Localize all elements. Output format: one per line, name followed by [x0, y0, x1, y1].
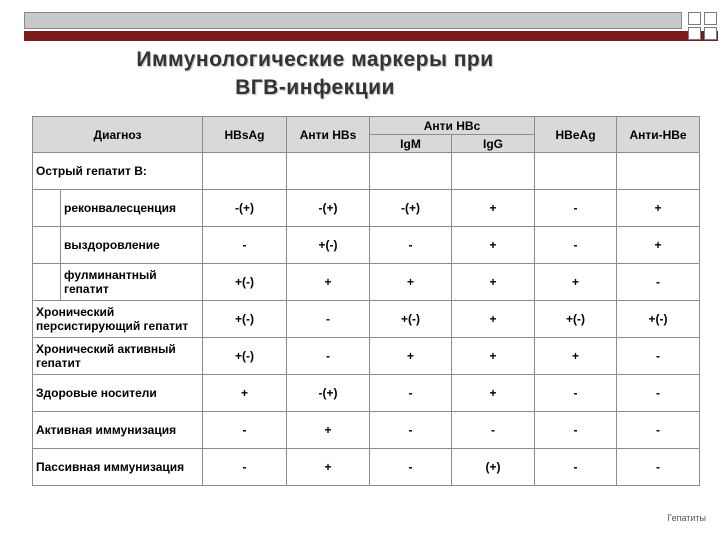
- table-cell: [535, 153, 617, 190]
- row-label: фулминантный гепатит: [61, 264, 203, 301]
- table-cell: +(-): [287, 227, 370, 264]
- acute-group-label: Острый гепатит В:: [33, 153, 203, 190]
- table-cell: -: [287, 338, 370, 375]
- header-row: [33, 117, 700, 135]
- top-red-band: [24, 31, 718, 41]
- table-cell: -(+): [203, 190, 287, 227]
- header-igm: IgM: [370, 135, 452, 153]
- table-cell: +(-): [535, 301, 617, 338]
- top-grey-band: [24, 12, 682, 29]
- table-cell: -: [617, 412, 700, 449]
- table-cell: +: [535, 338, 617, 375]
- indent-cell: [33, 227, 61, 264]
- table-row: [33, 264, 700, 301]
- row-label: Здоровые носители: [33, 375, 203, 412]
- table-cell: -: [370, 375, 452, 412]
- table-row: [33, 190, 700, 227]
- table-cell: -: [617, 264, 700, 301]
- header-diagnosis: Диагноз: [33, 117, 203, 153]
- table-cell: +: [452, 190, 535, 227]
- table-cell: -(+): [287, 375, 370, 412]
- table-cell: +: [452, 338, 535, 375]
- table-cell: +: [452, 301, 535, 338]
- table-cell: -: [617, 449, 700, 486]
- table-cell: -: [370, 227, 452, 264]
- markers-table: [32, 116, 700, 486]
- table-cell: -: [617, 375, 700, 412]
- table-cell: +(-): [203, 338, 287, 375]
- table-cell: -: [535, 190, 617, 227]
- table-cell: +: [370, 338, 452, 375]
- table-row: [33, 301, 700, 338]
- table-cell: -: [370, 449, 452, 486]
- table-cell: +: [452, 264, 535, 301]
- table-cell: +: [617, 190, 700, 227]
- table-cell: -(+): [287, 190, 370, 227]
- corner-square: [688, 12, 701, 25]
- indent-cell: [33, 190, 61, 227]
- table-cell: -: [370, 412, 452, 449]
- table-cell: [452, 153, 535, 190]
- table-cell: +: [617, 227, 700, 264]
- table-row: [33, 412, 700, 449]
- table-cell: -: [535, 227, 617, 264]
- header-anti-hbc: Анти HBc: [370, 117, 535, 135]
- table-cell: -: [452, 412, 535, 449]
- table-cell: +: [370, 264, 452, 301]
- table-cell: -: [203, 449, 287, 486]
- table-cell: (+): [452, 449, 535, 486]
- table-cell: [617, 153, 700, 190]
- table-row: [33, 227, 700, 264]
- table-cell: +: [452, 375, 535, 412]
- table-row: [33, 338, 700, 375]
- corner-square: [704, 27, 717, 40]
- table-cell: -: [617, 338, 700, 375]
- table-cell: +: [203, 375, 287, 412]
- header-anti-hbs: Анти HBs: [287, 117, 370, 153]
- table-row: [33, 449, 700, 486]
- row-label: Хронический персистирующий гепатит: [33, 301, 203, 338]
- header-hbsag: HBsAg: [203, 117, 287, 153]
- header-anti-hbe: Анти-HBe: [617, 117, 700, 153]
- header-igg: IgG: [452, 135, 535, 153]
- table-cell: +: [287, 449, 370, 486]
- row-label: реконвалесценция: [61, 190, 203, 227]
- table-row: [33, 375, 700, 412]
- table-row-acute-group: [33, 153, 700, 190]
- table-cell: -: [535, 449, 617, 486]
- table-cell: +: [287, 264, 370, 301]
- table-cell: [203, 153, 287, 190]
- row-label: Хронический активный гепатит: [33, 338, 203, 375]
- slide-title: [80, 46, 550, 102]
- corner-square: [704, 12, 717, 25]
- title-line-1: Иммунологические маркеры при: [136, 48, 494, 71]
- table-cell: +(-): [203, 301, 287, 338]
- title-line-2: ВГВ-инфекции: [235, 76, 395, 99]
- indent-cell: [33, 264, 61, 301]
- table-cell: -: [287, 301, 370, 338]
- table-cell: +: [452, 227, 535, 264]
- table-cell: -(+): [370, 190, 452, 227]
- table-cell: +: [535, 264, 617, 301]
- table-cell: -: [535, 412, 617, 449]
- footer-label: Гепатиты: [667, 513, 706, 523]
- table-cell: [287, 153, 370, 190]
- table-cell: -: [203, 227, 287, 264]
- table-cell: -: [535, 375, 617, 412]
- row-label: Активная иммунизация: [33, 412, 203, 449]
- table-cell: +(-): [203, 264, 287, 301]
- table-cell: [370, 153, 452, 190]
- header-hbeag: HBeAg: [535, 117, 617, 153]
- corner-square: [688, 27, 701, 40]
- table-cell: +: [287, 412, 370, 449]
- table-cell: -: [203, 412, 287, 449]
- table-cell: +(-): [370, 301, 452, 338]
- table-cell: +(-): [617, 301, 700, 338]
- row-label: Пассивная иммунизация: [33, 449, 203, 486]
- row-label: выздоровление: [61, 227, 203, 264]
